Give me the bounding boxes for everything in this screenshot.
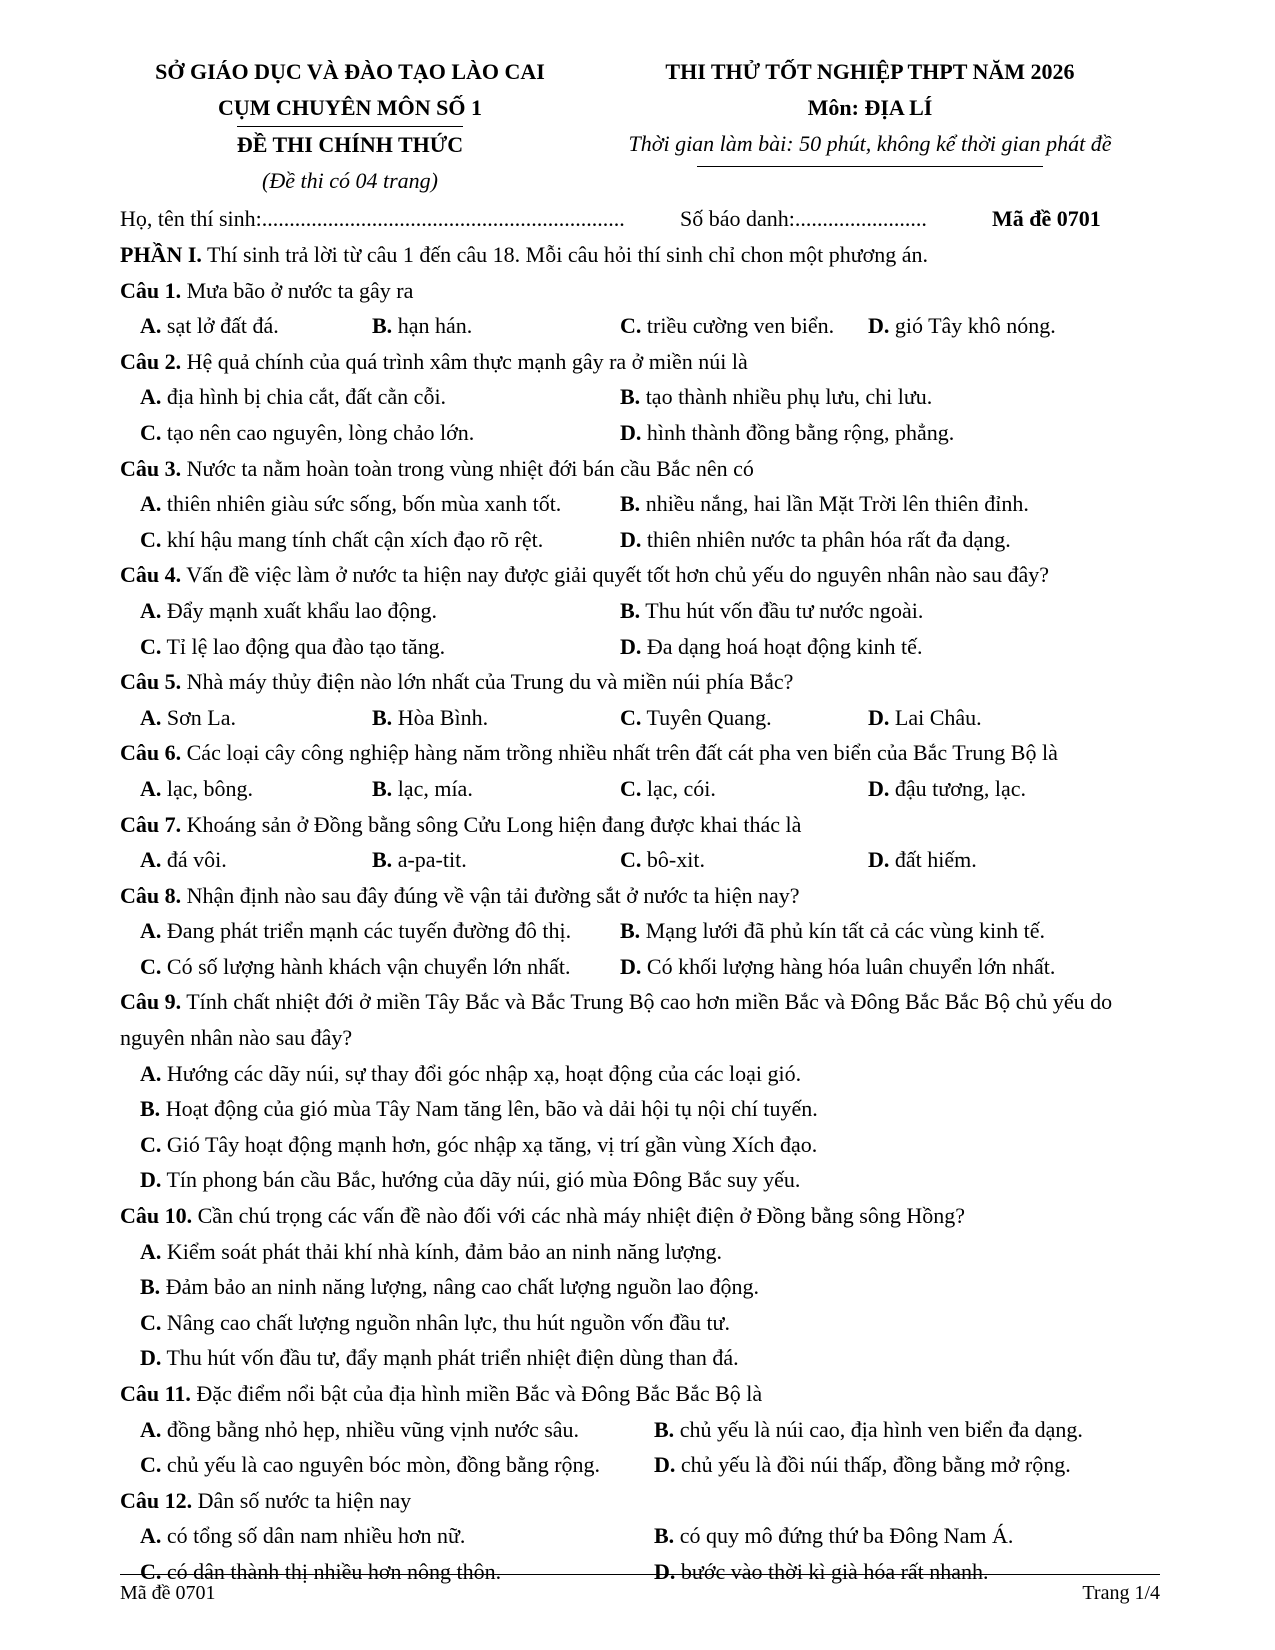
option-d: D. thiên nhiên nước ta phân hóa rất đa dạng.	[620, 526, 1011, 552]
question-text: Dân số nước ta hiện nay	[192, 1487, 412, 1513]
exam-page	[120, 0, 1160, 1650]
subject: Môn: ĐỊA LÍ	[807, 95, 933, 120]
option-c: C. tạo nên cao nguyên, lòng chảo lớn.	[140, 419, 475, 445]
option-b: B. Đảm bảo an ninh năng lượng, nâng cao chất lượng nguồn lao động.	[140, 1274, 760, 1300]
option-c: C. bô-xit.	[620, 847, 705, 873]
option-d: D. Lai Châu.	[868, 704, 982, 730]
question-stem	[120, 273, 1160, 309]
options-row	[120, 308, 1160, 344]
question-stem	[120, 1376, 1160, 1412]
question-text: Khoáng sản ở Đồng bằng sông Cửu Long hiện đang được khai thác là	[181, 811, 802, 837]
question-stem	[120, 344, 1160, 380]
option-a: A. có tổng số dân nam nhiều hơn nữ.	[140, 1523, 466, 1549]
question-label: Câu 11.	[120, 1381, 191, 1406]
options-row	[120, 415, 1160, 451]
question-stem	[120, 451, 1160, 487]
option-b: B. có quy mô đứng thứ ba Đông Nam Á.	[654, 1523, 1014, 1549]
page-number: Trang 1/4	[1082, 1582, 1160, 1604]
option-a: A. Sơn La.	[140, 704, 236, 730]
option-d: D. Đa dạng hoá hoạt động kinh tế.	[620, 633, 923, 659]
option-b: B. tạo thành nhiều phụ lưu, chi lưu.	[620, 384, 933, 410]
option-d: D. đậu tương, lạc.	[868, 775, 1026, 801]
option-c: C. Có số lượng hành khách vận chuyển lớn nhất.	[140, 953, 571, 979]
option-a: A. Kiểm soát phát thải khí nhà kính, đảm bảo an ninh năng lượng.	[140, 1238, 723, 1264]
option-d: D. hình thành đồng bằng rộng, phẳng.	[620, 419, 955, 445]
option-a: A. Hướng các dãy núi, sự thay đổi góc nhập xạ, hoạt động của các loại gió.	[140, 1060, 802, 1086]
option-c: C. Tuyên Quang.	[620, 704, 772, 730]
question-stem	[120, 984, 1120, 1055]
exam-body	[120, 237, 1160, 1590]
section-instruction	[120, 237, 1160, 273]
question-text: Cần chú trọng các vấn đề nào đối với các nhà máy nhiệt điện ở Đồng bằng sông Hồng?	[192, 1203, 966, 1229]
option-a: A. địa hình bị chia cắt, đất cằn cỗi.	[140, 384, 447, 410]
question-label: Câu 4.	[120, 562, 182, 588]
option-d: D. chủ yếu là đồi núi thấp, đồng bằng mở rộng.	[654, 1452, 1071, 1478]
question-label: Câu 3.	[120, 455, 182, 481]
option-a: A. thiên nhiên giàu sức sống, bốn mùa xanh tốt.	[140, 491, 562, 517]
options-row	[120, 771, 1160, 807]
question-stem	[120, 735, 1160, 771]
options-row	[120, 949, 1160, 985]
question-text: Nhà máy thủy điện nào lớn nhất của Trung du và miền núi phía Bắc?	[181, 669, 794, 695]
question-stem	[120, 1198, 1160, 1234]
header-right	[580, 54, 1160, 167]
option-a: A. sạt lở đất đá.	[140, 313, 279, 339]
section-text: Thí sinh trả lời từ câu 1 đến câu 18. Mỗi câu hỏi thí sinh chỉ chon một phương án.	[201, 242, 929, 267]
question-text: Đặc điểm nổi bật của địa hình miền Bắc và Đông Bắc Bắc Bộ là	[190, 1381, 763, 1406]
option-b: B. hạn hán.	[372, 313, 473, 339]
options-row	[120, 1518, 1160, 1554]
options-row	[120, 1554, 1160, 1590]
option-d: D. gió Tây khô nóng.	[868, 313, 1056, 339]
option-c: C. chủ yếu là cao nguyên bóc mòn, đồng bằng rộng.	[140, 1452, 601, 1478]
option-b: B. chủ yếu là núi cao, địa hình ven biển đa dạng.	[654, 1416, 1083, 1442]
question-text: Hệ quả chính của quá trình xâm thực mạnh gây ra ở miền núi là	[181, 348, 748, 374]
header-left	[120, 54, 580, 199]
question-text: Mưa bão ở nước ta gây ra	[181, 277, 414, 303]
option-b: B. a-pa-tit.	[372, 847, 467, 873]
candidate-info	[120, 202, 1160, 236]
option-c: C. có dân thành thị nhiều hơn nông thôn.	[140, 1558, 502, 1584]
option-d: D. Thu hút vốn đầu tư, đẩy mạnh phát triển nhiệt điện dùng than đá.	[140, 1345, 739, 1371]
question-text: Nước ta nằm hoàn toàn trong vùng nhiệt đới bán cầu Bắc nên có	[181, 455, 754, 481]
options-row	[120, 1447, 1160, 1483]
question-label: Câu 7.	[120, 811, 182, 837]
option-a: A. lạc, bông.	[140, 775, 254, 801]
option-c: C. triều cường ven biển.	[620, 313, 835, 339]
option-d: D. Có khối lượng hàng hóa luân chuyển lớn nhất.	[620, 953, 1056, 979]
question-stem	[120, 878, 1160, 914]
exam-code: Mã đề 0701	[992, 206, 1101, 231]
option-b: B. Hòa Bình.	[372, 704, 489, 730]
option-b: B. nhiều nắng, hai lần Mặt Trời lên thiên đỉnh.	[620, 491, 1029, 517]
option-b: B. Hoạt động của gió mùa Tây Nam tăng lên, bão và dải hội tụ nội chí tuyến.	[140, 1096, 818, 1122]
option-c: C. khí hậu mang tính chất cận xích đạo rõ rệt.	[140, 526, 544, 552]
candidate-name-field: Họ, tên thí sinh:..................................................................	[120, 206, 625, 231]
official-exam-label: ĐỀ THI CHÍNH THỨC	[237, 126, 463, 163]
options-row	[120, 1412, 1160, 1448]
time-allowed: Thời gian làm bài: 50 phút, không kể thời gian phát đề	[628, 131, 1112, 156]
question-stem	[120, 557, 1160, 593]
question-label: Câu 10.	[120, 1203, 193, 1229]
department-name: SỞ GIÁO DỤC VÀ ĐÀO TẠO LÀO CAI	[155, 59, 545, 84]
cluster-name: CỤM CHUYÊN MÔN SỐ 1	[218, 95, 482, 120]
question-text: Nhận định nào sau đây đúng về vận tải đường sắt ở nước ta hiện nay?	[181, 882, 800, 908]
question-label: Câu 2.	[120, 348, 182, 374]
options-row	[120, 913, 1160, 949]
options-row	[120, 486, 1160, 522]
page-count-note: (Đề thi có 04 trang)	[262, 168, 438, 193]
option-b: B. Mạng lưới đã phủ kín tất cả các vùng kinh tế.	[620, 918, 1045, 944]
question-stem	[120, 807, 1160, 843]
question-text: Các loại cây công nghiệp hàng năm trồng nhiều nhất trên đất cát pha ven biển của Bắc Trung Bộ là	[181, 740, 1058, 766]
candidate-number-field: Số báo danh:........................	[680, 206, 927, 231]
option-d: D. đất hiếm.	[868, 847, 977, 873]
options-row	[120, 593, 1160, 629]
footer-exam-code: Mã đề 0701	[120, 1582, 216, 1604]
question-stem	[120, 664, 1160, 700]
options-row	[120, 842, 1160, 878]
option-c: C. Gió Tây hoạt động mạnh hơn, góc nhập xạ tăng, vị trí gần vùng Xích đạo.	[140, 1131, 818, 1157]
option-a: A. Đang phát triển mạnh các tuyến đường đô thị.	[140, 918, 572, 944]
option-b: B. Thu hút vốn đầu tư nước ngoài.	[620, 597, 924, 623]
option-a: A. đồng bằng nhỏ hẹp, nhiều vũng vịnh nước sâu.	[140, 1416, 580, 1442]
footer-divider	[120, 1574, 1160, 1575]
question-label: Câu 8.	[120, 882, 182, 908]
option-d: D. bước vào thời kì già hóa rất nhanh.	[654, 1558, 989, 1584]
question-text: Tính chất nhiệt đới ở miền Tây Bắc và Bắc Trung Bộ cao hơn miền Bắc và Đông Bắc Bắc Bộ chủ yếu do nguyên nhân nào sau đây?	[120, 989, 1113, 1051]
option-d: D. Tín phong bán cầu Bắc, hướng của dãy núi, gió mùa Đông Bắc suy yếu.	[140, 1167, 801, 1193]
options-row	[120, 629, 1160, 665]
question-label: Câu 9.	[120, 989, 182, 1015]
question-label: Câu 5.	[120, 669, 182, 695]
question-stem	[120, 1483, 1160, 1519]
header-divider	[697, 166, 1043, 167]
option-a: A. đá vôi.	[140, 847, 227, 873]
option-a: A. Đẩy mạnh xuất khẩu lao động.	[140, 597, 437, 623]
options-row	[120, 700, 1160, 736]
question-text: Vấn đề việc làm ở nước ta hiện nay được giải quyết tốt hơn chủ yếu do nguyên nhân nào sau đây?	[181, 562, 1049, 588]
option-c: C. Tỉ lệ lao động qua đào tạo tăng.	[140, 633, 446, 659]
option-c: C. lạc, cói.	[620, 775, 716, 801]
question-label: Câu 6.	[120, 740, 182, 766]
options-row	[120, 379, 1160, 415]
option-b: B. lạc, mía.	[372, 775, 473, 801]
question-label: Câu 1.	[120, 277, 182, 303]
exam-header	[120, 54, 1160, 199]
question-label: Câu 12.	[120, 1487, 193, 1513]
section-label: PHẦN I.	[120, 242, 202, 267]
option-c: C. Nâng cao chất lượng nguồn nhân lực, thu hút nguồn vốn đầu tư.	[140, 1309, 730, 1335]
exam-title: THI THỬ TỐT NGHIỆP THPT NĂM 2026	[665, 59, 1075, 84]
options-row	[120, 522, 1160, 558]
